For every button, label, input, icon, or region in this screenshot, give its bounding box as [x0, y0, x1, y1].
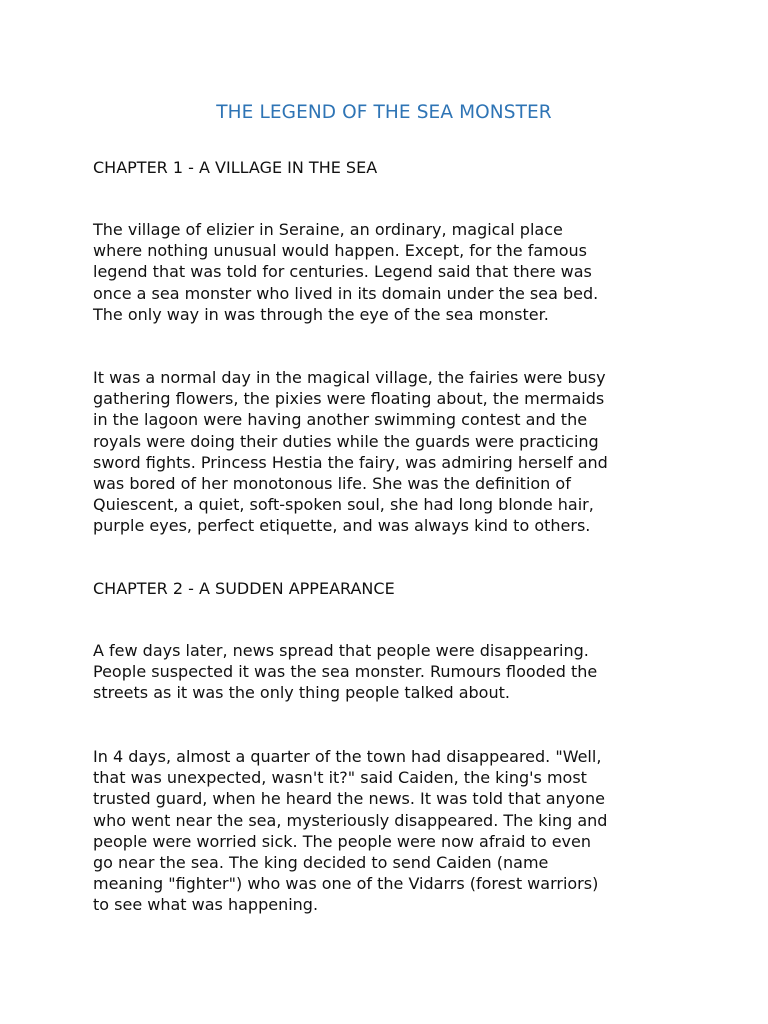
document-title: THE LEGEND OF THE SEA MONSTER — [216, 102, 552, 123]
chapter-1-paragraph-1: The village of elizier in Seraine, an ordinary, magical place where nothing unusual would happen. Except, for the famous legend that was told for centuries. Legend said that there was once a sea monster who lived in its domain under the sea bed. The only way in was through the eye of the sea monster. — [93, 220, 599, 324]
chapter-2-paragraph-2: In 4 days, almost a quarter of the town had disappeared. "Well, that was unexpected, wasn't it?" said Caiden, the king's most trusted guard, when he heard the news. It was told that anyone who went near the sea, mysteriously disappeared. The king and people were worried sick. The people were now afraid to even go near the sea. The king decided to send Caiden (name meaning "fighter") who was one of the Vidarrs (forest warriors) to see what was happening. — [93, 747, 608, 915]
chapter-2-heading: CHAPTER 2 - A SUDDEN APPEARANCE — [93, 579, 395, 598]
chapter-2-paragraph-1: A few days later, news spread that people were disappearing. People suspected it was the sea monster. Rumours flooded the streets as it was the only thing people talked about. — [93, 641, 598, 703]
chapter-1-heading: CHAPTER 1 - A VILLAGE IN THE SEA — [93, 158, 378, 177]
chapter-1-paragraph-2: It was a normal day in the magical village, the fairies were busy gathering flowers, the pixies were floating about, the mermaids in the lagoon were having another swimming contest and the royals were doing their duties while the guards were practicing sword fights. Princess Hestia the fairy, was admiring herself and was bored of her monotonous life. She was the definition of Quiescent, a quiet, soft-spoken soul, she had long blonde hair, purple eyes, perfect etiquette, and was always kind to others. — [93, 368, 608, 536]
